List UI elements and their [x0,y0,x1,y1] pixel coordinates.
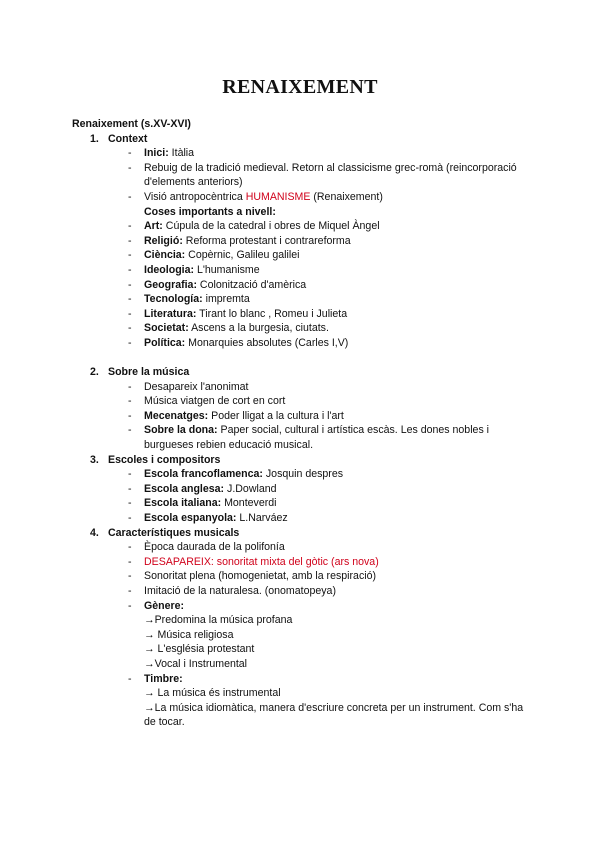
list-item [72,599,532,614]
bullet-dash: - [128,570,132,583]
item-text: Josquin despres [262,468,344,481]
item-text: Monteverdi [221,497,277,510]
spacer [72,351,532,366]
bullet-dash: - [128,409,132,422]
item-label: Coses importants a nivell: [144,205,276,218]
item-text: Sonoritat plena (homogenietat, amb la respiració) [144,570,377,583]
bullet-dash: - [128,322,132,335]
bullet-dash: - [128,220,132,233]
section-number: 2. [90,366,99,379]
bullet-dash: - [128,555,132,568]
bullet-dash: - [128,468,132,481]
bullet-dash: - [128,234,132,247]
list-item [72,146,532,161]
section-heading [72,526,532,541]
item-label: Escola anglesa: [144,482,225,495]
item-text: Música viatgen de cort en cort [144,395,286,408]
list-item [72,205,532,220]
item-label: Sobre la dona: [144,424,218,437]
list-item [72,307,532,322]
section-number: 4. [90,526,99,539]
list-item [72,584,532,599]
item-text: impremta [202,293,250,306]
item-label: Art: [144,220,163,233]
sub-item: →Vocal i Instrumental [144,657,248,670]
section-title: Característiques musicals [108,526,240,539]
list-item [72,394,532,409]
list-item [72,248,532,263]
section-title: Sobre la música [108,366,190,379]
bullet-dash: - [128,672,132,685]
bullet-dash: - [128,585,132,597]
item-label: Escola italiana: [144,497,222,510]
bullet-dash: - [128,599,132,612]
list-item [72,263,532,278]
item-text: Paper social, cultural i artística escàs. Les dones nobles i burgueses rebien educació musical. [144,424,490,452]
item-label: Política: [144,336,186,349]
item-text: L'humanisme [194,263,260,276]
sub-item: →La música idiomàtica, manera d'escriure concreta per un instrument. Com s'ha de tocar. [144,701,524,729]
item-text: Colonització d'amèrica [196,278,307,291]
bullet-dash: - [128,395,132,408]
item-label: Literatura: [144,307,197,320]
list-item [72,511,532,526]
item-label: Escola francoflamenca: [144,468,263,481]
bullet-dash: - [128,336,132,349]
item-text: Poder lligat a la cultura i l'art [208,409,344,422]
item-label: Escola espanyola: [144,512,237,525]
document-subtitle: Renaixement (s.XV-XVI) [72,118,191,130]
item-text: Copèrnic, Galileu galilei [185,249,300,262]
list-item [72,336,532,351]
document-body [72,117,532,730]
bullet-dash: - [128,497,132,510]
item-text: (Renaixement) [310,190,383,203]
section-heading [72,132,532,147]
item-text: Ascens a la burgesia, ciutats. [188,322,329,335]
list-item [72,423,532,452]
bullet-dash: - [128,161,132,174]
item-label: Ideologia: [144,263,195,276]
list-item [72,482,532,497]
bullet-dash: - [128,380,132,393]
item-text: Tirant lo blanc , Romeu i Julieta [196,307,348,320]
item-text: Època daurada de la polifonía [144,541,285,554]
list-item [72,292,532,307]
section-heading [72,365,532,380]
item-label: Ciència: [144,249,186,262]
list-item [72,219,532,234]
item-text: Desapareix l'anonimat [144,380,249,393]
list-item [72,278,532,293]
item-label: Mecenatges: [144,409,209,422]
section-title: Escoles i compositors [108,453,221,466]
item-text: Rebuig de la tradició medieval. Retorn al classicisme grec-romà (reincorporació d'elements anteriors) [144,161,517,189]
list-item [72,321,532,336]
item-text: Itàlia [168,147,195,160]
bullet-dash: - [128,482,132,495]
highlight-text: DESAPAREIX: sonoritat mixta del gòtic (ars nova) [144,555,379,568]
list-item [72,672,532,687]
item-label: Gènere: [144,599,185,612]
bullet-dash: - [128,512,132,525]
list-item [72,555,532,570]
section-title: Context [108,132,148,145]
bullet-dash: - [128,307,132,320]
list-item [72,467,532,482]
highlight-text: HUMANISME [245,190,311,203]
list-item [72,540,532,555]
list-item [72,496,532,511]
list-item [72,409,532,424]
sub-item: → L'església protestant [144,643,255,656]
page-title: RENAIXEMENT [222,76,378,98]
bullet-dash: - [128,190,132,203]
item-text: Imitació de la naturalesa. (onomatopeya) [144,585,336,597]
bullet-dash: - [128,263,132,276]
section-heading [72,453,532,468]
sub-item: → Música religiosa [144,628,234,641]
item-text: Cúpula de la catedral i obres de Miquel Àngel [162,220,380,233]
section-number: 3. [90,453,99,466]
bullet-dash: - [128,278,132,291]
item-text: Visió antropocèntrica [144,190,246,203]
list-item [72,161,532,190]
item-label: Tecnología: [144,293,203,306]
item-label: Inici: [144,147,169,160]
bullet-dash: - [128,424,132,437]
list-item [72,234,532,249]
sub-item: →Predomina la música profana [144,614,293,627]
item-label: Religió: [144,234,183,247]
item-text: Monarquies absolutes (Carles I,V) [185,336,349,349]
bullet-dash: - [128,541,132,554]
bullet-dash: - [128,147,132,160]
sub-item: → La música és instrumental [144,687,281,700]
list-item [72,569,532,584]
bullet-dash: - [128,293,132,306]
item-text: J.Dowland [224,482,277,495]
item-label: Timbre: [144,672,183,685]
bullet-dash: - [128,249,132,262]
item-text: Reforma protestant i contrareforma [182,234,351,247]
list-item [72,380,532,395]
item-text: L.Narváez [236,512,288,525]
list-item [72,190,532,205]
item-label: Geografia: [144,278,197,291]
item-label: Societat: [144,322,189,335]
section-number: 1. [90,132,99,145]
